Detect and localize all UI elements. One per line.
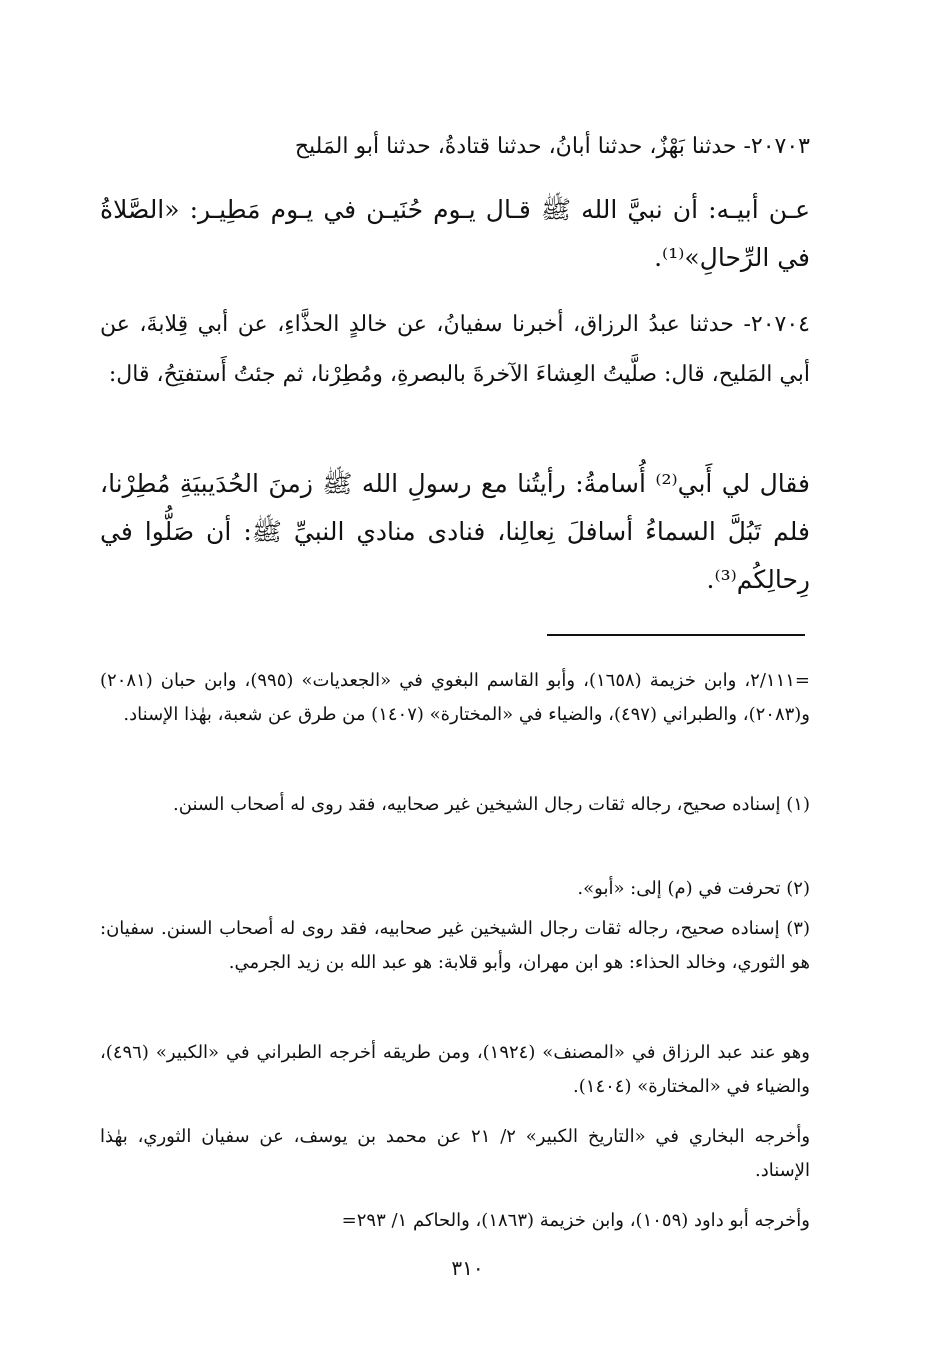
- page-number: ٣١٠: [451, 1256, 484, 1280]
- hadith-20703-matn: عـن أبيـه: أن نبيَّ الله ﷺ قـال يـوم حُنَيـن في يـوم مَطِيـر: «الصَّلاةُ في الرِّحالِ»⁽¹⁾.: [100, 195, 810, 272]
- footnote-continuation: =٢/١١١، وابن خزيمة (١٦٥٨)، وأبو القاسم البغوي في «الجعديات» (٩٩٥)، وابن حبان (٢٠٨١) و(٢٠٨٣)، والطبراني (٤٩٧)، والضياء في «المختارة» (١٤٠٧) من طرق عن شعبة، بهٰذا الإسناد.: [100, 670, 811, 725]
- footnote-2: (٢) تحرفت في (م) إلى: «أبو».: [577, 878, 810, 899]
- footnote-3-source-1: وهو عند عبد الرزاق في «المصنف» (١٩٢٤)، ومن طريقه أخرجه الطبراني في «الكبير» (٤٩٦)، والضياء في «المختارة» (١٤٠٤).: [100, 1042, 810, 1097]
- hadith-20703-isnad: ٢٠٧٠٣- حدثنا بَهْزٌ، حدثنا أبانُ، حدثنا قتادةُ، حدثنا أبو المَليح: [294, 134, 810, 159]
- hadith-20704-matn: فقال لي أَبي⁽²⁾ أُسامةُ: رأيتُنا مع رسولِ الله ﷺ زمنَ الحُدَيبيَةِ مُطِرْنا، فلم تَبُلَّ السماءُ أسافلَ نِعالِنا، فنادى منادي النبيِّ ﷺ: أن صَلُّوا في رِحالِكُم⁽³⁾.: [100, 469, 810, 594]
- hadith-20704-isnad: ٢٠٧٠٤- حدثنا عبدُ الرزاق، أخبرنا سفيانُ، عن خالدٍ الحذَّاءِ، عن أبي قِلابةَ، عن أبي المَليح، قال: صلَّيتُ العِشاءَ الآخرةَ بالبصرةِ، ومُطِرْنا، ثم جئتُ أَستفتِحُ، قال:: [100, 312, 810, 387]
- footnote-1: (١) إسناده صحيح، رجاله ثقات رجال الشيخين غير صحابيه، فقد روى له أصحاب السنن.: [173, 794, 810, 815]
- footnote-3: (٣) إسناده صحيح، رجاله ثقات رجال الشيخين غير صحابيه، فقد روى له أصحاب السنن. سفيان: هو الثوري، وخالد الحذاء: هو ابن مهران، وأبو قلابة: هو عبد الله بن زيد الجرمي.: [100, 918, 810, 973]
- footnote-3-source-2: وأخرجه البخاري في «التاريخ الكبير» ٢/ ٢١ عن محمد بن يوسف، عن سفيان الثوري، بهٰذا الإسناد.: [100, 1126, 811, 1181]
- footnote-3-source-3: وأخرجه أبو داود (١٠٥٩)، وابن خزيمة (١٨٦٣)، والحاكم ١/ ٢٩٣=: [341, 1210, 810, 1231]
- footnote-separator: [547, 634, 805, 636]
